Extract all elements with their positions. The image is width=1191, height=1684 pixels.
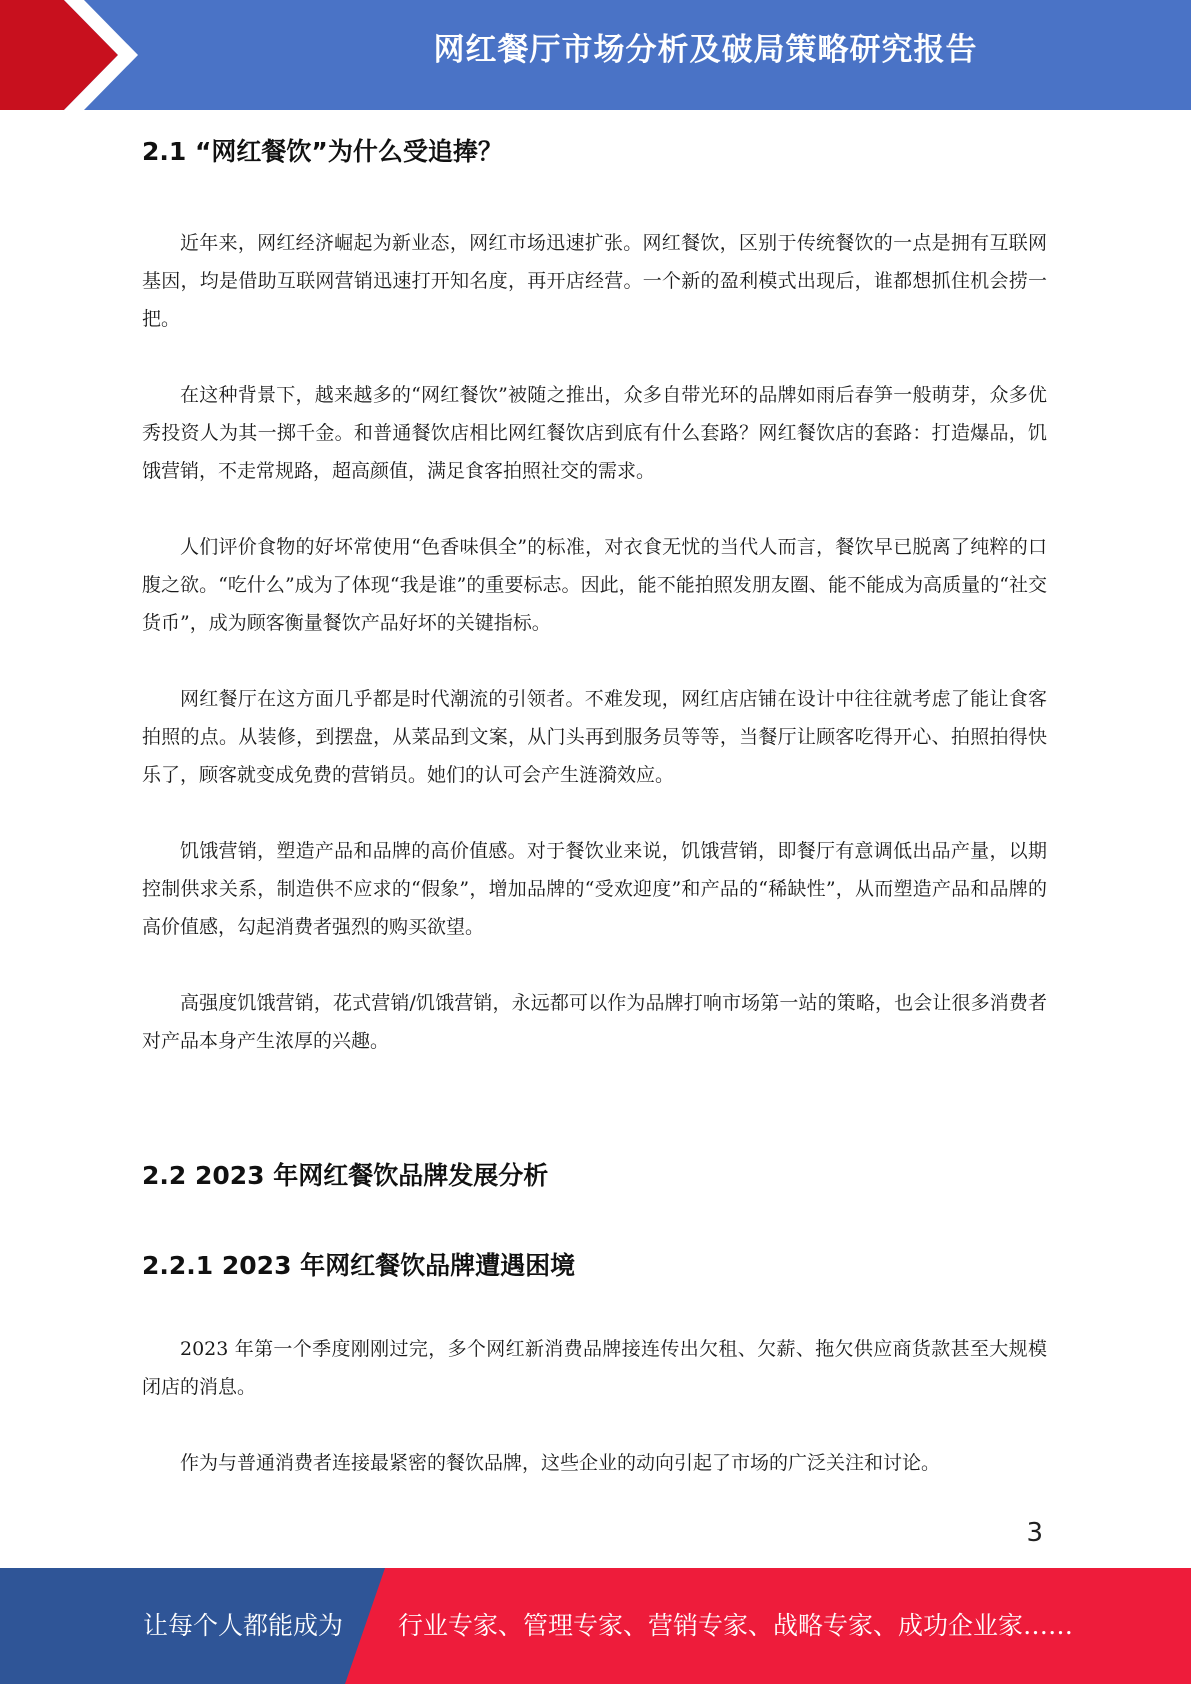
- document-body: [142, 110, 1047, 1482]
- paragraph: 作为与普通消费者连接最紧密的餐饮品牌，这些企业的动向引起了市场的广泛关注和讨论。: [180, 1452, 941, 1474]
- header-title: 网红餐厅市场分析及破局策略研究报告: [433, 32, 978, 68]
- paragraph: 在这种背景下，越来越多的“网红餐饮”被随之推出，众多自带光环的品牌如雨后春笋一般萌芽，众多优秀投资人为其一掷千金。和普通餐饮店相比网红餐饮店到底有什么套路？网红餐饮店的套路：打造爆品，饥饿营销，不走常规路，超高颜值，满足食客拍照社交的需求。: [142, 384, 1047, 482]
- paragraph: 近年来，网红经济崛起为新业态，网红市场迅速扩张。网红餐饮，区别于传统餐饮的一点是拥有互联网基因，均是借助互联网营销迅速打开知名度，再开店经营。一个新的盈利模式出现后，谁都想抓住机会捞一把。: [142, 232, 1047, 330]
- paragraph: 2023 年第一个季度刚刚过完，多个网红新消费品牌接连传出欠租、欠薪、拖欠供应商货款甚至大规模闭店的消息。: [142, 1338, 1047, 1398]
- page-number: 3: [1026, 1518, 1043, 1548]
- section-heading-2-2-1: 2.2.1 2023 年网红餐饮品牌遭遇困境: [142, 1251, 576, 1280]
- page-header: [0, 0, 1191, 110]
- page-footer: [0, 1568, 1191, 1684]
- footer-slogan-right: 行业专家、管理专家、营销专家、战略专家、成功企业家……: [398, 1611, 1074, 1640]
- section-heading-2-1: 2.1 “网红餐饮”为什么受追捧？: [142, 137, 503, 166]
- paragraph: 人们评价食物的好坏常使用“色香味俱全”的标准，对衣食无忧的当代人而言，餐饮早已脱离了纯粹的口腹之欲。“吃什么”成为了体现“我是谁”的重要标志。因此，能不能拍照发朋友圈、能不能成为高质量的“社交货币”，成为顾客衡量餐饮产品好坏的关键指标。: [142, 536, 1047, 634]
- paragraph: 高强度饥饿营销，花式营销/饥饿营销，永远都可以作为品牌打响市场第一站的策略，也会让很多消费者对产品本身产生浓厚的兴趣。: [142, 992, 1047, 1052]
- footer-slogan-left: 让每个人都能成为: [143, 1611, 344, 1640]
- paragraph: 网红餐厅在这方面几乎都是时代潮流的引领者。不难发现，网红店店铺在设计中往往就考虑了能让食客拍照的点。从装修，到摆盘，从菜品到文案，从门头再到服务员等等，当餐厅让顾客吃得开心、拍照拍得快乐了，顾客就变成免费的营销员。她们的认可会产生涟漪效应。: [142, 688, 1047, 786]
- section-heading-2-2: 2.2 2023 年网红餐饮品牌发展分析: [142, 1161, 549, 1190]
- paragraph: 饥饿营销，塑造产品和品牌的高价值感。对于餐饮业来说，饥饿营销，即餐厅有意调低出品产量，以期控制供求关系，制造供不应求的“假象”，增加品牌的“受欢迎度”和产品的“稀缺性”，从而塑造产品和品牌的高价值感，勾起消费者强烈的购买欲望。: [142, 840, 1047, 938]
